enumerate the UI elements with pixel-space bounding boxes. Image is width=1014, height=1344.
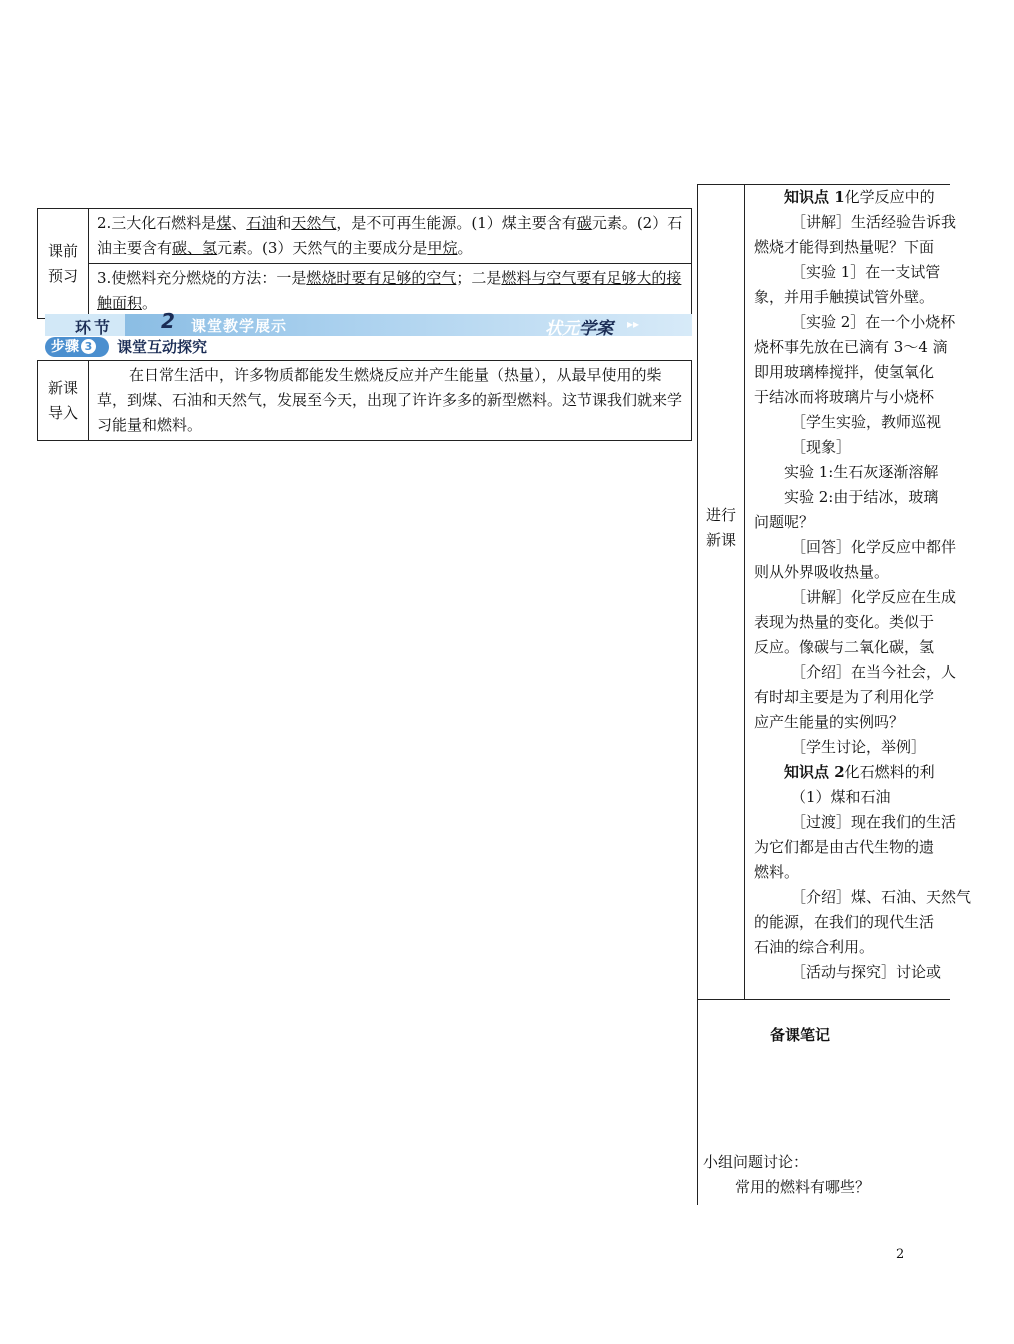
brand-part-b: 学案	[579, 319, 613, 339]
preview-head	[38, 209, 89, 319]
lesson-line-text: 反应。像碳与二氧化碳，氢	[754, 638, 935, 656]
lesson-line	[754, 535, 1014, 560]
lesson-line-text: ［介绍］煤、石油、天然气	[791, 888, 972, 906]
step-title: 课堂互动探究	[117, 338, 208, 356]
banner-section-number: 2	[161, 309, 175, 333]
brand-part-a: 状元	[545, 319, 579, 339]
new-lesson-head-line1: 进行	[705, 506, 736, 524]
lesson-line	[754, 810, 1014, 835]
text: 2.三大化石燃料是	[97, 214, 217, 232]
double-arrow-icon: ▸▸	[627, 317, 640, 331]
lesson-line-text: 于结冰而将玻璃片与小烧杯	[754, 388, 935, 406]
lesson-line	[754, 510, 1014, 535]
text: 。	[142, 294, 158, 312]
lesson-line-text: ［学生讨论，举例］	[791, 738, 927, 756]
text: 。	[457, 239, 473, 257]
text: 和	[276, 214, 292, 232]
lesson-line-text: 的能源，在我们的现代生活	[754, 913, 935, 931]
knowledge-point-label: 知识点 2	[784, 763, 845, 781]
lesson-line	[754, 610, 1014, 635]
lesson-line	[754, 635, 1014, 660]
new-lesson-table	[697, 184, 972, 1000]
text: 元素。(3）天然气的主要成分是	[217, 239, 428, 257]
lesson-line	[754, 660, 1014, 685]
lesson-line-text: ［讲解］化学反应在生成	[791, 588, 957, 606]
lesson-line	[754, 960, 1014, 985]
new-lesson-head-line2: 新课	[705, 531, 736, 549]
new-lesson-body	[754, 185, 1014, 985]
step-pill	[45, 337, 109, 357]
lesson-line-text: 燃烧才能得到热量呢？下面	[754, 238, 935, 256]
answer-carbon-hydrogen: 碳、氢	[172, 239, 218, 257]
intro-head-line1: 新课	[47, 378, 78, 397]
lesson-line	[754, 210, 1014, 235]
lesson-line-text: ［回答］化学反应中都伴	[791, 538, 957, 556]
lesson-line-text: 化石燃料的利	[844, 763, 935, 781]
lesson-line	[754, 335, 1014, 360]
lesson-line-text: 实验 1:生石灰逐渐溶解	[784, 463, 939, 481]
answer-enough-air: 燃烧时要有足够的空气	[306, 269, 457, 287]
lesson-line	[754, 285, 1014, 310]
lesson-line	[754, 385, 1014, 410]
preview-head-line2: 预习	[47, 266, 78, 285]
lesson-line	[754, 885, 1014, 910]
text: 元素。(2）石油主要含有	[97, 214, 683, 257]
lesson-line	[754, 835, 1014, 860]
answer-coal: 煤	[216, 214, 232, 232]
lesson-line	[754, 235, 1014, 260]
step-number-icon: 3	[81, 339, 96, 354]
lesson-line-text: 则从外界吸收热量。	[754, 563, 890, 581]
lesson-line-text: ［介绍］在当今社会，人	[791, 663, 957, 681]
lesson-line-text: ［实验 1］在一支试管	[791, 263, 941, 281]
answer-petroleum: 石油	[246, 214, 277, 232]
lesson-line-text: 化学反应中的	[844, 188, 935, 206]
banner-title: 课堂教学展示	[191, 317, 288, 335]
banner-section-label: 环节	[75, 318, 114, 337]
lesson-line	[754, 760, 1014, 785]
lesson-line-text: ［过渡］现在我们的生活	[791, 813, 957, 831]
banner-brand	[545, 314, 613, 339]
lesson-line	[754, 460, 1014, 485]
lesson-line-text: ［学生实验，教师巡视	[791, 413, 942, 431]
preview-item-3	[89, 264, 692, 319]
intro-paragraph: 在日常生活中，许多物质都能发生燃烧反应并产生能量（热量），从最早使用的柴草，到煤、石油和天然气，发展至今天，出现了许许多多的新型燃料。这节课我们就来学习能量和燃料。	[97, 366, 683, 434]
lesson-line	[754, 735, 1014, 760]
lesson-line	[754, 410, 1014, 435]
intro-head	[38, 361, 89, 441]
text: 、	[231, 214, 247, 232]
intro-text	[89, 361, 692, 441]
preview-head-line1: 课前	[47, 241, 78, 260]
text: 3.使燃料充分燃烧的方法：一是	[97, 269, 307, 287]
lesson-line-text: 实验 2:由于结冰，玻璃	[784, 488, 939, 506]
lesson-line	[754, 585, 1014, 610]
lesson-line	[754, 360, 1014, 385]
lesson-line-text: 有时却主要是为了利用化学	[754, 688, 935, 706]
lesson-line	[754, 860, 1014, 885]
group-discussion-label: 小组问题讨论：	[703, 1153, 809, 1171]
lesson-line-text: ［现象］	[791, 438, 852, 456]
preview-table	[37, 208, 692, 319]
intro-head-line2: 导入	[47, 403, 78, 422]
intro-table	[37, 360, 692, 441]
new-lesson-head	[697, 185, 745, 999]
lesson-line	[754, 935, 1014, 960]
lesson-line-text: 燃料。	[754, 863, 800, 881]
answer-methane: 甲烷	[427, 239, 458, 257]
lesson-line-text: 象，并用手触摸试管外壁。	[754, 288, 935, 306]
page-number: 2	[896, 1247, 905, 1262]
lesson-line	[754, 435, 1014, 460]
lesson-line-text: 烧杯事先放在已滴有 3～4 滴	[754, 338, 948, 356]
lesson-line	[754, 785, 1014, 810]
preview-item-2	[89, 209, 692, 264]
lesson-line-text: 应产生能量的实例吗？	[754, 713, 905, 731]
lesson-line	[754, 710, 1014, 735]
lesson-line-text: ［讲解］生活经验告诉我	[791, 213, 957, 231]
lesson-line-text: 即用玻璃棒搅拌，使氢氧化	[754, 363, 935, 381]
step-label: 步骤	[51, 339, 79, 355]
text: ；二是	[456, 269, 502, 287]
lesson-line-text: 石油的综合利用。	[754, 938, 875, 956]
lesson-notes-title: 备课笔记	[770, 1026, 831, 1044]
answer-natural-gas: 天然气	[291, 214, 337, 232]
lesson-line	[754, 260, 1014, 285]
lesson-line	[754, 310, 1014, 335]
lesson-line-text: 表现为热量的变化。类似于	[754, 613, 935, 631]
knowledge-point-label: 知识点 1	[784, 188, 845, 206]
lesson-line-text: （1）煤和石油	[791, 788, 891, 806]
lesson-line	[754, 685, 1014, 710]
lesson-line-text: ［活动与探究］讨论或	[791, 963, 942, 981]
text: ，是不可再生能源。(1）煤主要含有	[336, 214, 577, 232]
lesson-line	[754, 910, 1014, 935]
group-discussion-question: 常用的燃料有哪些？	[735, 1178, 871, 1196]
answer-carbon: 碳	[576, 214, 592, 232]
lesson-line	[754, 485, 1014, 510]
section-banner	[45, 309, 692, 339]
answer-contact-area: 燃料与空气要有足够大的接触面积	[97, 269, 682, 312]
lesson-line	[754, 185, 1014, 210]
lesson-line-text: 问题呢？	[754, 513, 815, 531]
lesson-line	[754, 560, 1014, 585]
lesson-line-text: 为它们都是由古代生物的遗	[754, 838, 935, 856]
lesson-line-text: ［实验 2］在一个小烧杯	[791, 313, 956, 331]
